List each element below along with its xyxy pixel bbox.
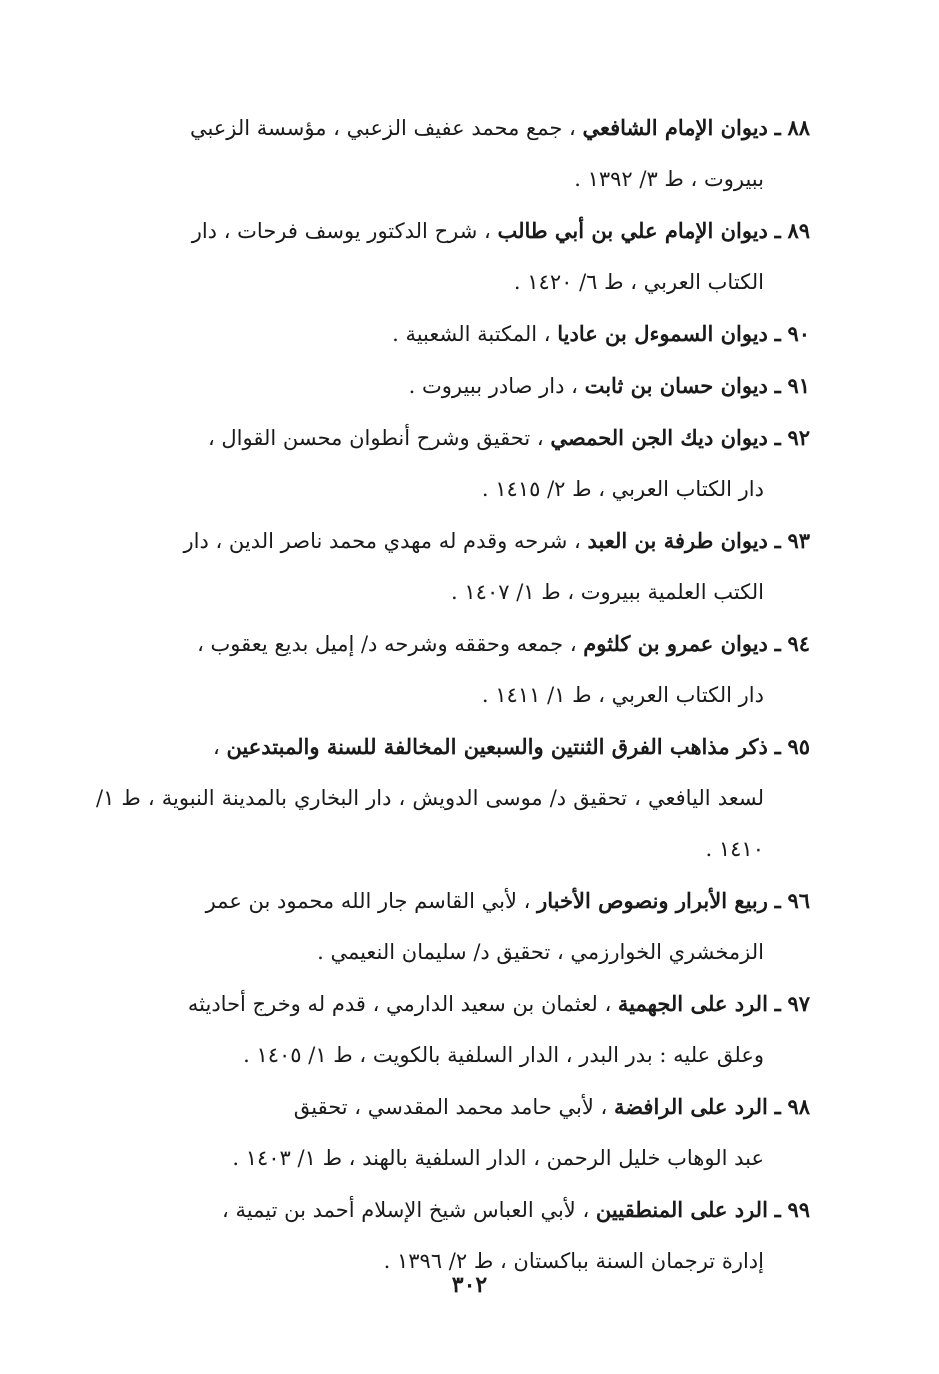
entry-details: ، لعثمان بن سعيد الدارمي ، قدم له وخرج أحاديثه xyxy=(187,992,612,1016)
entry-title: ديوان طرفة بن العبد xyxy=(587,528,768,553)
entry-title: ديوان عمرو بن كلثوم xyxy=(583,631,768,656)
entry-details: ، جمع محمد عفيف الزعبي ، مؤسسة الزعبي xyxy=(189,116,576,140)
entry-continuation: الكتب العلمية ببيروت ، ط ١/ ١٤٠٧ . xyxy=(451,580,764,604)
bibliography-entry xyxy=(96,412,810,515)
entry-separator: ـ xyxy=(774,115,781,140)
entry-details: ، شرح الدكتور يوسف فرحات ، دار xyxy=(191,219,491,243)
entry-details: ، جمعه وحققه وشرحه د/ إميل بديع يعقوب ، xyxy=(197,632,577,656)
entry-continuation: دار الكتاب العربي ، ط ٢/ ١٤١٥ . xyxy=(481,477,764,501)
entry-number: ٨٨ xyxy=(787,115,810,140)
entry-title: ديوان الإمام الشافعي xyxy=(582,115,768,140)
entry-separator: ـ xyxy=(774,1197,781,1222)
entry-separator: ـ xyxy=(774,991,781,1016)
bibliography-entry xyxy=(96,721,810,875)
bibliography-entry xyxy=(96,360,810,412)
entry-continuation: إدارة ترجمان السنة بباكستان ، ط ٢/ ١٣٩٦ . xyxy=(383,1249,764,1273)
entry-title: ديوان السموءل بن عاديا xyxy=(557,321,768,346)
entry-separator: ـ xyxy=(774,734,781,759)
entry-continuation: ببيروت ، ط ٣/ ١٣٩٢ . xyxy=(574,167,764,191)
entry-number: ٩٨ xyxy=(787,1094,810,1119)
entry-number: ٩٣ xyxy=(787,528,810,553)
entry-number: ٩٧ xyxy=(787,991,810,1016)
entry-number: ٩٤ xyxy=(787,631,810,656)
entry-separator: ـ xyxy=(774,1094,781,1119)
entry-separator: ـ xyxy=(774,218,781,243)
entry-continuation: الزمخشري الخوارزمي ، تحقيق د/ سليمان النعيمي . xyxy=(317,940,764,964)
bibliography-entry xyxy=(96,978,810,1081)
entry-title: ديوان حسان بن ثابت xyxy=(584,373,768,398)
entry-number: ٩٠ xyxy=(787,321,810,346)
entry-title: ديوان الإمام علي بن أبي طالب xyxy=(497,218,768,243)
entry-title: الرد على المنطقيين xyxy=(595,1197,768,1222)
entry-number: ٨٩ xyxy=(787,218,810,243)
entry-details: ، دار صادر ببيروت . xyxy=(408,374,578,398)
entry-title: ربيع الأبرار ونصوص الأخبار xyxy=(537,888,768,913)
page-number: ٣٠٢ xyxy=(451,1272,488,1298)
entry-separator: ـ xyxy=(774,528,781,553)
entry-number: ٩٢ xyxy=(787,425,810,450)
entry-number: ٩١ xyxy=(787,373,810,398)
entry-title: الرد على الرافضة xyxy=(613,1094,768,1119)
entry-continuation: عبد الوهاب خليل الرحمن ، الدار السلفية بالهند ، ط ١/ ١٤٠٣ . xyxy=(232,1146,764,1170)
entry-title: ديوان ديك الجن الحمصي xyxy=(550,425,768,450)
entry-separator: ـ xyxy=(774,425,781,450)
bibliography-entry xyxy=(96,515,810,618)
bibliography-entry xyxy=(96,102,810,205)
entry-continuation: الكتاب العربي ، ط ٦/ ١٤٢٠ . xyxy=(513,270,764,294)
bibliography-entry xyxy=(96,618,810,721)
entry-title: ذكر مذاهب الفرق الثنتين والسبعين المخالفة للسنة والمبتدعين xyxy=(226,734,768,759)
entry-separator: ـ xyxy=(774,888,781,913)
entry-continuation: وعلق عليه : بدر البدر ، الدار السلفية بالكويت ، ط ١/ ١٤٠٥ . xyxy=(243,1043,764,1067)
bibliography-entry xyxy=(96,875,810,978)
entry-title: الرد على الجهمية xyxy=(617,991,768,1016)
entry-details: ، لأبي القاسم جار الله محمود بن عمر xyxy=(205,889,531,913)
entry-details: ، xyxy=(212,735,220,759)
bibliography-entry xyxy=(96,1081,810,1184)
entry-number: ٩٦ xyxy=(787,888,810,913)
entry-number: ٩٥ xyxy=(787,734,810,759)
entry-number: ٩٩ xyxy=(787,1197,810,1222)
entry-details: ، شرحه وقدم له مهدي محمد ناصر الدين ، دار xyxy=(183,529,581,553)
entry-details: ، تحقيق وشرح أنطوان محسن القوال ، xyxy=(207,426,544,450)
entry-details: ، المكتبة الشعبية . xyxy=(392,322,551,346)
entry-details: ، لأبي العباس شيخ الإسلام أحمد بن تيمية ، xyxy=(222,1198,590,1222)
entry-continuation: لسعد اليافعي ، تحقيق د/ موسى الدويش ، دار البخاري بالمدينة النبوية ، ط ١/ ١٤١٠ . xyxy=(96,786,764,861)
bibliography-entry xyxy=(96,205,810,308)
bibliography-entry xyxy=(96,308,810,360)
entry-separator: ـ xyxy=(774,321,781,346)
entry-separator: ـ xyxy=(774,631,781,656)
bibliography-list xyxy=(96,102,810,1287)
entry-details: ، لأبي حامد محمد المقدسي ، تحقيق xyxy=(293,1095,608,1119)
entry-separator: ـ xyxy=(774,373,781,398)
entry-continuation: دار الكتاب العربي ، ط ١/ ١٤١١ . xyxy=(481,683,764,707)
